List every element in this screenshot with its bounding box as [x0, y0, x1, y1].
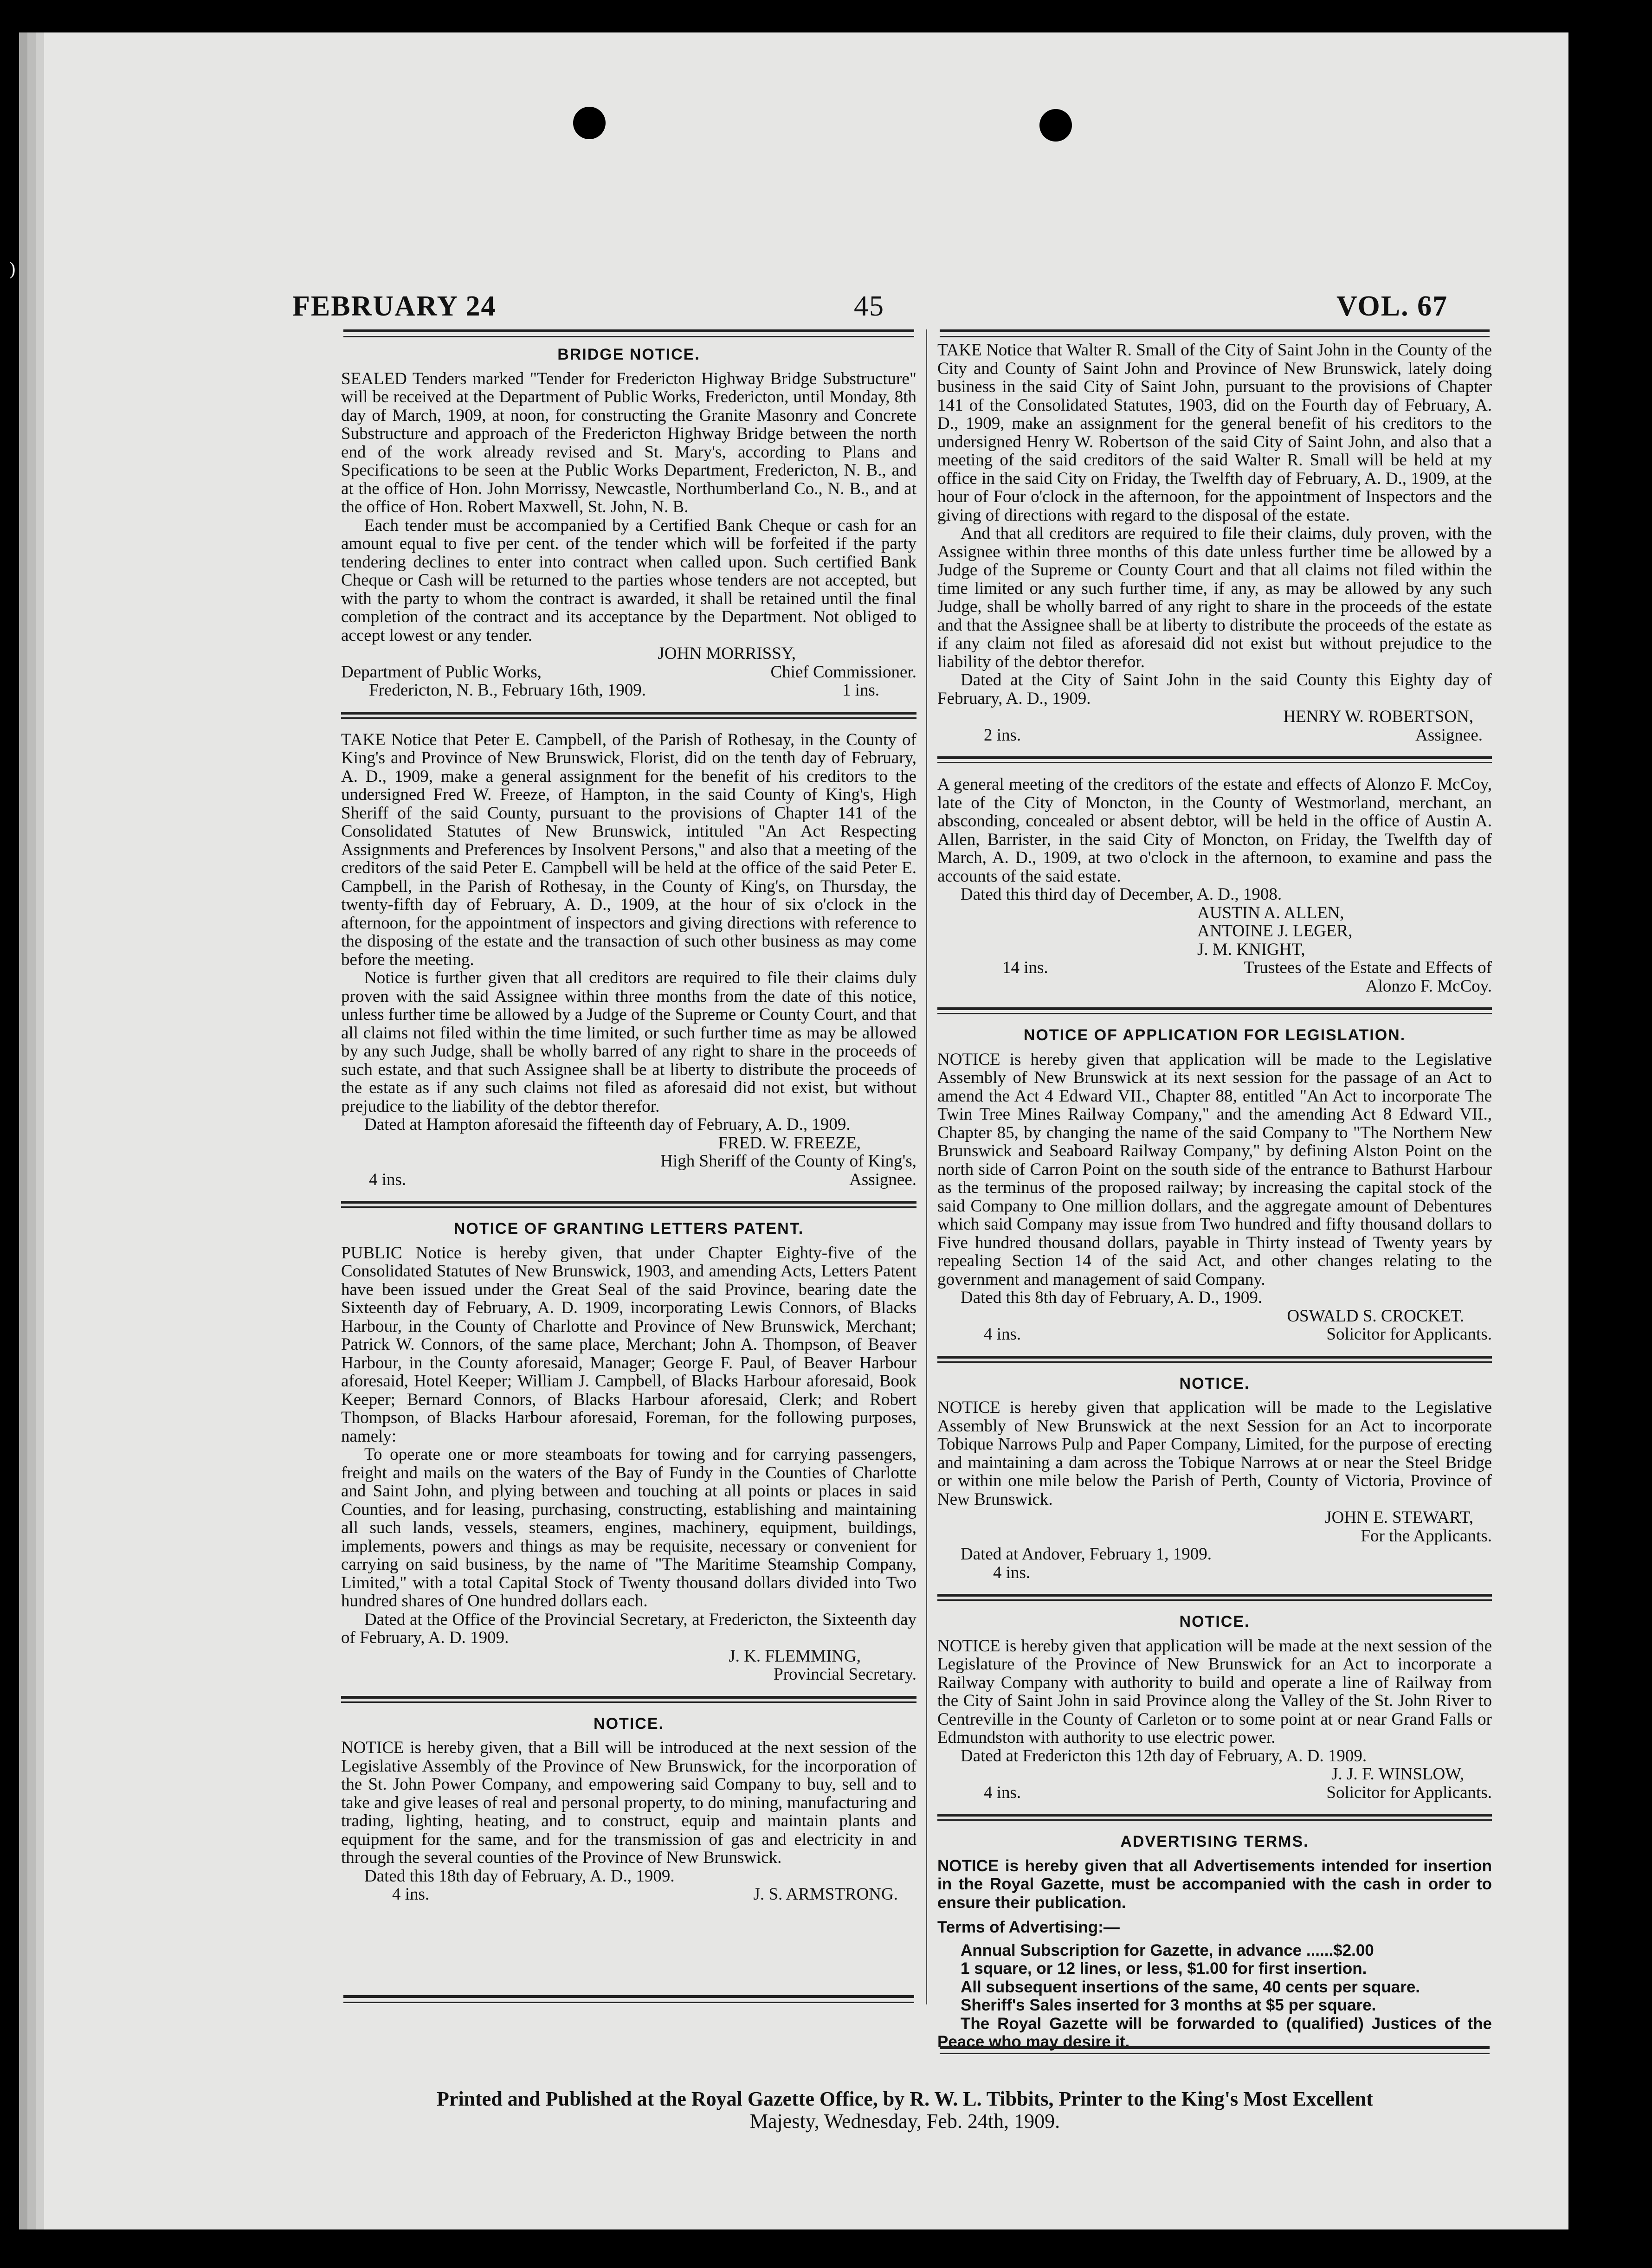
campbell-notice-body2: Notice is further given that all creditors are required to file their claims duly proven with the said Assignee within three months from the date of this notice, unless further time be allowed by a Judge of the Supreme or County Court, and that all claims not filed within the time limited, or such further time as may be allowed by any such Judge, shall be wholly barred of any right to share in the proceeds of such estate, and that such Assignee shall be at liberty to distribute the proceeds of the estate as if any such claims not filed as aforesaid did not exist, but without prejudice to the liability of the debtor therefor.: [341, 968, 916, 1116]
campbell-signer-title: High Sheriff of the County of King's,: [660, 1152, 916, 1171]
railway-dated: Dated at Fredericton this 12th day of February, A. D. 1909.: [961, 1746, 1367, 1765]
bridge-place-date: Fredericton, N. B., February 16th, 1909.: [369, 681, 646, 700]
separator: [937, 1594, 1492, 1601]
legislation-notice-title: NOTICE OF APPLICATION FOR LEGISLATION.: [1023, 1026, 1406, 1044]
header-date: FEBRUARY 24: [292, 290, 497, 322]
right-bottom-rule: [940, 2046, 1490, 2054]
patent-notice-title: NOTICE OF GRANTING LETTERS PATENT.: [453, 1220, 804, 1237]
patent-notice: [341, 1220, 916, 1684]
legislation-title-row: [937, 1325, 1492, 1344]
separator: [937, 1007, 1492, 1014]
gazette-page: [44, 32, 1568, 2229]
imprint-line2: Majesty, Wednesday, Feb. 24th, 1909.: [749, 2110, 1060, 2133]
separator: [937, 756, 1492, 763]
campbell-signer-role: Assignee.: [849, 1170, 916, 1189]
left-bottom-rule: [343, 1995, 914, 2003]
power-sign-row: [341, 1885, 916, 1904]
small-signer: HENRY W. ROBERTSON,: [1283, 707, 1473, 726]
advertising-line1: Annual Subscription for Gazette, in advance ......$2.00: [961, 1941, 1374, 1959]
tobique-signer-title: For the Applicants.: [1361, 1526, 1492, 1546]
small-notice-body: TAKE Notice that Walter R. Small of the City of Saint John in the County of the City and County of Saint John and Province of New Brunswick, lately doing business in the said City of Saint John, pursuant to the provisions of Chapter 141 of the Consolidated Statutes, 1903, did on the Fourth day of February, A. D., 1909, make an assignment for the general benefit of his creditors to the undersigned Henry W. Robertson of the said City of Saint John, and also that a meeting of the said creditors of the said Walter R. Small will be held at my office in the said City on Friday, the Twelfth day of February, A. D., 1909, at the hour of Four o'clock in the afternoon, for the appointment of Inspectors and the giving of directions with regard to the disposal of the estate.: [937, 341, 1492, 525]
small-notice: [937, 341, 1492, 744]
tobique-ins: 4 ins.: [993, 1563, 1031, 1582]
patent-notice-body: PUBLIC Notice is hereby given, that under Chapter Eighty-five of the Consolidated Statutes of New Brunswick, 1903, and amending Acts, Letters Patent have been issued under the Great Seal of the said Province, bearing date the Sixteenth day of February, A. D. 1909, incorporating Lewis Connors, of Blacks Harbour, in the County of Charlotte and Province of New Brunswick, Merchant; Patrick W. Connors, of the same place, Merchant; John A. Thompson, of Beaver Harbour, in the County aforesaid, Manager; George F. Paul, of Beaver Harbour aforesaid, Hotel Keeper; William J. Campbell, of Blacks Harbour aforesaid, Book Keeper; Bernard Connors, of Blacks Harbour aforesaid, Clerk; and Robert Thompson, of Blacks Harbour aforesaid, Foreman, for the following purposes, namely:: [341, 1243, 916, 1446]
mccoy-dated: Dated this third day of December, A. D., 1908.: [961, 885, 1282, 904]
small-dated: Dated at the City of Saint John in the said County this Eighty day of February, A. D., 1909.: [937, 670, 1492, 708]
separator: [341, 712, 916, 719]
separator: [937, 1814, 1492, 1821]
power-notice: [341, 1715, 916, 1904]
bridge-notice-body: SEALED Tenders marked "Tender for Fredericton Highway Bridge Substructure" will be received at the Department of Public Works, Fredericton, until Monday, 8th day of March, 1909, at noon, for constructing the Granite Masonry and Concrete Substructure and approach of the Fredericton Highway Bridge between the north end of the work already revised and St. Mary's, according to Plans and Specifications to be seen at the Public Works Department, Fredericton, N. B., and at the office of Hon. John Morrissy, Newcastle, Northumberland Co., N. B., and at the office of Hon. Robert Maxwell, St. John, N. B.: [341, 369, 916, 516]
bridge-signer: JOHN MORRISSY,: [658, 644, 796, 663]
railway-signer: J. J. F. WINSLOW,: [1331, 1765, 1464, 1784]
column-divider: [926, 329, 927, 2004]
bridge-notice: [341, 346, 916, 700]
bridge-signer-row: [341, 663, 916, 682]
imprint-line1: Printed and Published at the Royal Gazette Office, by R. W. L. Tibbits, Printer to the King's Most Excellent: [437, 2088, 1373, 2110]
campbell-role-row: [341, 1171, 916, 1189]
mccoy-notice: [937, 775, 1492, 995]
legislation-signer-title: Solicitor for Applicants.: [1326, 1325, 1492, 1344]
railway-title-row: [937, 1784, 1492, 1802]
power-signer: J. S. ARMSTRONG.: [753, 1885, 898, 1904]
bridge-ins: 1 ins.: [842, 681, 879, 700]
legislation-ins: 4 ins.: [984, 1325, 1021, 1344]
right-column: [937, 341, 1492, 2051]
legislation-dated: Dated this 8th day of February, A. D., 1909.: [961, 1288, 1263, 1307]
legislation-signer: OSWALD S. CROCKET.: [1287, 1306, 1464, 1326]
imprint-footer: [362, 2088, 1448, 2133]
railway-notice: [937, 1613, 1492, 1802]
railway-signer-title: Solicitor for Applicants.: [1326, 1783, 1492, 1802]
patent-dated: Dated at the Office of the Provincial Secretary, at Fredericton, the Sixteenth day of February, A. D. 1909.: [341, 1610, 916, 1647]
advertising-terms-label: Terms of Advertising:—: [937, 1918, 1120, 1936]
power-notice-title: NOTICE.: [594, 1714, 664, 1733]
bridge-dept: Department of Public Works,: [341, 662, 542, 682]
mccoy-signer1: AUSTIN A. ALLEN,: [1197, 903, 1344, 922]
patent-signer: J. K. FLEMMING,: [729, 1646, 861, 1666]
advertising-line5: The Royal Gazette will be forwarded to (qualified) Justices of the Peace who may desire it.: [937, 2014, 1492, 2051]
campbell-notice-body: TAKE Notice that Peter E. Campbell, of the Parish of Rothesay, in the County of King's and Province of New Brunswick, Florist, did on the tenth day of February, A. D., 1909, make a general assignment for the benefit of his creditors to the undersigned Fred W. Freeze, of Hampton, in the said County of King's, High Sheriff of the said County, pursuant to the provisions of Chapter 141 of the Consolidated Statutes of New Brunswick, intituled "An Act Respecting Assignments and Preferences by Insolvent Persons," and also that a meeting of the creditors of the said Peter E. Campbell will be held at the office of the said Peter E. Campbell, in the Parish of Rothesay, in the County of King's, on Thursday, the twenty-fifth day of February, A. D., 1909, at the hour of six o'clock in the afternoon, for the appointment of inspectors and giving directions with reference to the disposing of the estate and the transaction of such other business as may come before the meeting.: [341, 730, 916, 969]
legislation-notice-body: NOTICE is hereby given that application will be made to the Legislative Assembly of New Brunswick at its next session for the passage of an Act to amend the Act 4 Edward VII., Chapter 88, entitled "An Act to incorporate The Twin Tree Mines Railway Company," and the amending Act 8 Edward VII., Chapter 85, by changing the name of the said Company to "The Northern New Brunswick and Seaboard Railway Company," by defining Alston Point on the north side of Carron Point on the south side of the entrance to Bathurst Harbour as the terminus of the proposed railway; by increasing the capital stock of the said Company to One million dollars, and the aggregate amount of Debentures which said Company may issue from Two hundred and fifty thousand dollars to Five hundred thousand dollars, payable in Thirty instead of Twenty years by repealing Section 14 of the said Act, and other changes relating to the government and management of said Company.: [937, 1050, 1492, 1289]
right-top-rule: [940, 329, 1490, 337]
mccoy-trustees2: Alonzo F. McCoy.: [1365, 976, 1492, 996]
small-notice-body2: And that all creditors are required to file their claims, duly proven, with the Assignee within three months of this date unless further time be allowed by a Judge of the Supreme or County Court and that all claims not filed within the time limited or any such further time, if any, as may be allowed by any such Judge, shall be wholly barred of any right to share in the proceeds of the estate and that the Assignee shall be at liberty to distribute the proceeds of the estate as if any claim not filed as aforesaid did not exist but without prejudice to the liability of the debtor therefor.: [937, 524, 1492, 671]
header-volume: VOL. 67: [1336, 290, 1448, 322]
bridge-signer-title: Chief Commissioner.: [770, 662, 916, 682]
mccoy-trustee-row: [937, 959, 1492, 977]
railway-ins: 4 ins.: [984, 1783, 1021, 1802]
small-signer-role: Assignee.: [1415, 725, 1483, 745]
separator: [937, 1356, 1492, 1363]
advertising-notice-title: ADVERTISING TERMS.: [1120, 1833, 1309, 1850]
tobique-notice: [937, 1375, 1492, 1582]
left-top-rule: [343, 329, 914, 337]
mccoy-ins: 14 ins.: [1002, 958, 1048, 977]
bridge-notice-body2: Each tender must be accompanied by a Certified Bank Cheque or cash for an amount equal to five per cent. of the tender which will be forfeited if the party tendering declines to enter into contract when called upon. Such certified Bank Cheque or Cash will be returned to the parties whose tenders are not accepted, but with the party to whom the contract is awarded, it shall be retained until the final completion of the contract and its acceptance by the Department. Not obliged to accept lowest or any tender.: [341, 515, 916, 645]
advertising-notice-body: NOTICE is hereby given that all Advertisements intended for insertion in the Royal Gazette, must be accompanied with the cash in order to ensure their publication.: [937, 1856, 1492, 1912]
small-role-row: [937, 726, 1492, 745]
campbell-signer: FRED. W. FREEZE,: [718, 1133, 861, 1153]
advertising-notice: [937, 1833, 1492, 2051]
left-column: [341, 341, 916, 1904]
tobique-dated: Dated at Andover, February 1, 1909.: [961, 1545, 1212, 1564]
railway-notice-body: NOTICE is hereby given that application will be made at the next session of the Legislature of the Province of New Brunswick for an Act to incorporate a Railway Company with authority to build and operate a line of Railway from the City of Saint John in said Province along the Valley of the St. John River to Centreville in the County of Carleton or to some point at or near Grand Falls or Edmundston with authority to use electric power.: [937, 1636, 1492, 1747]
patent-notice-body2: To operate one or more steamboats for towing and for carrying passengers, freight and mails on the waters of the Bay of Fundy in the Counties of Charlotte and Saint John, and plying between and touching at all points or places in said Counties, and for leasing, purchasing, constructing, establishing and maintaining all such lands, vessels, steamers, engines, machinery, equipment, buildings, implements, powers and things as may be requisite, necessary or convenient for carrying on said business, by the name of "The Maritime Steamship Company, Limited," with a total Capital Stock of Twenty thousand dollars divided into Two hundred shares of One hundred dollars each.: [341, 1445, 916, 1611]
mccoy-signer2: ANTOINE J. LEGER,: [1197, 921, 1353, 941]
separator: [341, 1696, 916, 1703]
margin-mark: ): [9, 258, 16, 279]
campbell-ins: 4 ins.: [369, 1170, 407, 1189]
bridge-date-row: [341, 681, 916, 700]
punch-hole: [1039, 109, 1072, 142]
advertising-line4: Sheriff's Sales inserted for 3 months at $5 per square.: [961, 1996, 1376, 2014]
tobique-signer: JOHN E. STEWART,: [1325, 1508, 1473, 1527]
tobique-notice-title: NOTICE.: [1179, 1374, 1250, 1392]
tobique-notice-body: NOTICE is hereby given that application will be made to the Legislative Assembly of New Brunswick at the next Session for an Act to incorporate Tobique Narrows Pulp and Paper Company, Limited, for the purpose of erecting and maintaining a dam across the Tobique Narrows at or near the Steel Bridge or within one mile below the Parish of Perth, County of Victoria, Province of New Brunswick.: [937, 1398, 1492, 1509]
mccoy-signer3: J. M. KNIGHT,: [1197, 940, 1305, 959]
legislation-notice: [937, 1026, 1492, 1344]
campbell-dated: Dated at Hampton aforesaid the fifteenth day of February, A. D., 1909.: [364, 1115, 851, 1134]
punch-hole: [573, 107, 606, 139]
bridge-notice-title: BRIDGE NOTICE.: [557, 346, 700, 363]
advertising-line2: 1 square, or 12 lines, or less, $1.00 for first insertion.: [961, 1959, 1367, 1978]
advertising-line3: All subsequent insertions of the same, 40 cents per square.: [961, 1978, 1420, 1996]
mccoy-trustees: Trustees of the Estate and Effects of: [1244, 958, 1492, 977]
power-ins: 4 ins.: [392, 1885, 430, 1904]
mccoy-notice-body: A general meeting of the creditors of the estate and effects of Alonzo F. McCoy, late of the City of Moncton, in the County of Westmorland, merchant, an absconding, concealed or absent debtor, will be held in the office of Austin A. Allen, Barrister, in the said City of Moncton, on Friday, the Twelfth day of March, A. D., 1909, at two o'clock in the afternoon, to examine and pass the accounts of the said estate.: [937, 775, 1492, 886]
patent-signer-title: Provincial Secretary.: [774, 1665, 916, 1684]
power-notice-body: NOTICE is hereby given, that a Bill will be introduced at the next session of the Legislative Assembly of the Province of New Brunswick, for the incorporation of the St. John Power Company, and empowering said Company to buy, sell and to take and give leases of real and personal property, to do mining, manufacturing and trading, lighting, heating, and to construct, equip and maintain plants and equipment for the same, and for the transmission of gas and electricity in and through the several counties of the Province of New Brunswick.: [341, 1738, 916, 1867]
power-dated: Dated this 18th day of February, A. D., 1909.: [364, 1866, 675, 1886]
header-page-number: 45: [854, 290, 884, 322]
campbell-notice: [341, 731, 916, 1189]
railway-notice-title: NOTICE.: [1179, 1613, 1250, 1630]
small-ins: 2 ins.: [984, 725, 1021, 745]
separator: [341, 1201, 916, 1208]
